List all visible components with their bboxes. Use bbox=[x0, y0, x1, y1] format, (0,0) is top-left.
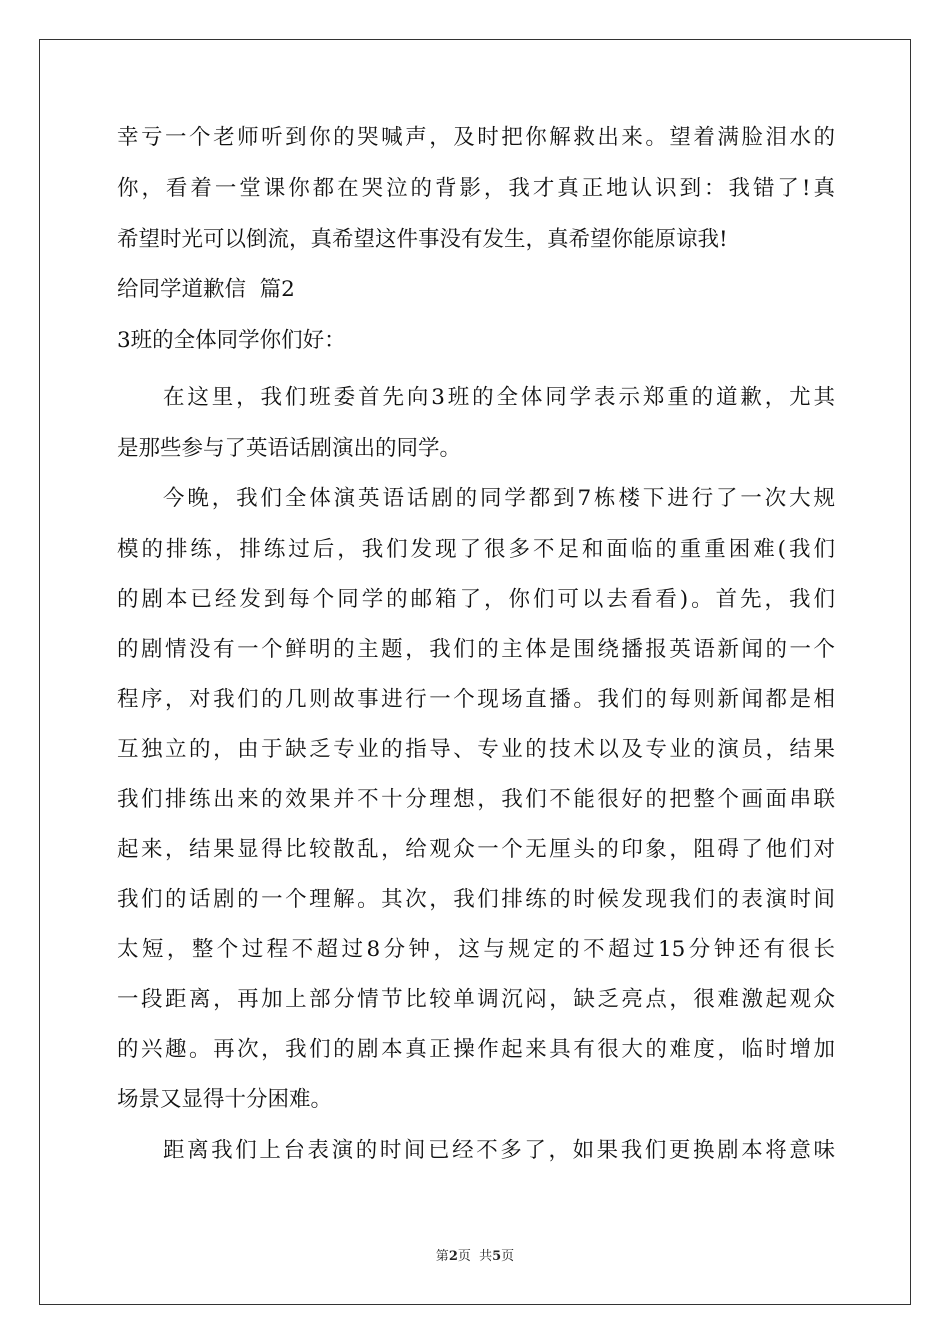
page-footer bbox=[0, 1248, 950, 1266]
paragraph-line: 我们排练出来的效果并不十分理想，我们不能很好的把整个画面串联 bbox=[117, 787, 835, 812]
paragraph-line: 在这里，我们班委首先向3班的全体同学表示郑重的道歉，尤其 bbox=[163, 385, 835, 410]
paragraph-line: 起来，结果显得比较散乱，给观众一个无厘头的印象，阻碍了他们对 bbox=[117, 837, 835, 862]
footer-current-page: 2 bbox=[448, 1249, 458, 1264]
paragraph-line: 你，看着一堂课你都在哭泣的背影，我才真正地认识到：我错了!真 bbox=[117, 176, 835, 201]
section-heading: 给同学道歉信 篇2 bbox=[117, 277, 295, 302]
paragraph-line: 的兴趣。再次，我们的剧本真正操作起来具有很大的难度，临时增加 bbox=[117, 1037, 835, 1062]
paragraph-line: 希望时光可以倒流，真希望这件事没有发生，真希望你能原谅我! bbox=[117, 227, 728, 252]
paragraph-line: 今晚，我们全体演英语话剧的同学都到7栋楼下进行了一次大规 bbox=[163, 486, 835, 511]
paragraph-line: 距离我们上台表演的时间已经不多了，如果我们更换剧本将意味 bbox=[163, 1138, 835, 1163]
paragraph-line: 太短，整个过程不超过8分钟，这与规定的不超过15分钟还有很长 bbox=[117, 937, 835, 962]
footer-page-mid: 页 共 bbox=[457, 1249, 493, 1264]
paragraph-line: 我们的话剧的一个理解。其次，我们排练的时候发现我们的表演时间 bbox=[117, 887, 835, 912]
paragraph-line: 的剧情没有一个鲜明的主题，我们的主体是围绕播报英语新闻的一个 bbox=[117, 637, 835, 662]
paragraph-line: 模的排练，排练过后，我们发现了很多不足和面临的重重困难(我们 bbox=[117, 537, 835, 562]
paragraph-line: 场景又显得十分困难。 bbox=[117, 1087, 333, 1112]
footer-page-prefix: 第 bbox=[435, 1249, 449, 1264]
paragraph-line: 是那些参与了英语话剧演出的同学。 bbox=[117, 436, 462, 461]
salutation: 3班的全体同学你们好： bbox=[117, 328, 346, 353]
footer-page-suffix: 页 bbox=[501, 1249, 515, 1264]
paragraph-line: 一段距离，再加上部分情节比较单调沉闷，缺乏亮点，很难激起观众 bbox=[117, 987, 835, 1012]
footer-total-pages: 5 bbox=[492, 1249, 502, 1264]
paragraph-line: 程序，对我们的几则故事进行一个现场直播。我们的每则新闻都是相 bbox=[117, 687, 835, 712]
paragraph-line: 的剧本已经发到每个同学的邮箱了，你们可以去看看)。首先，我们 bbox=[117, 587, 835, 612]
paragraph-line: 幸亏一个老师听到你的哭喊声，及时把你解救出来。望着满脸泪水的 bbox=[117, 125, 835, 150]
paragraph-line: 互独立的，由于缺乏专业的指导、专业的技术以及专业的演员，结果 bbox=[117, 737, 835, 762]
